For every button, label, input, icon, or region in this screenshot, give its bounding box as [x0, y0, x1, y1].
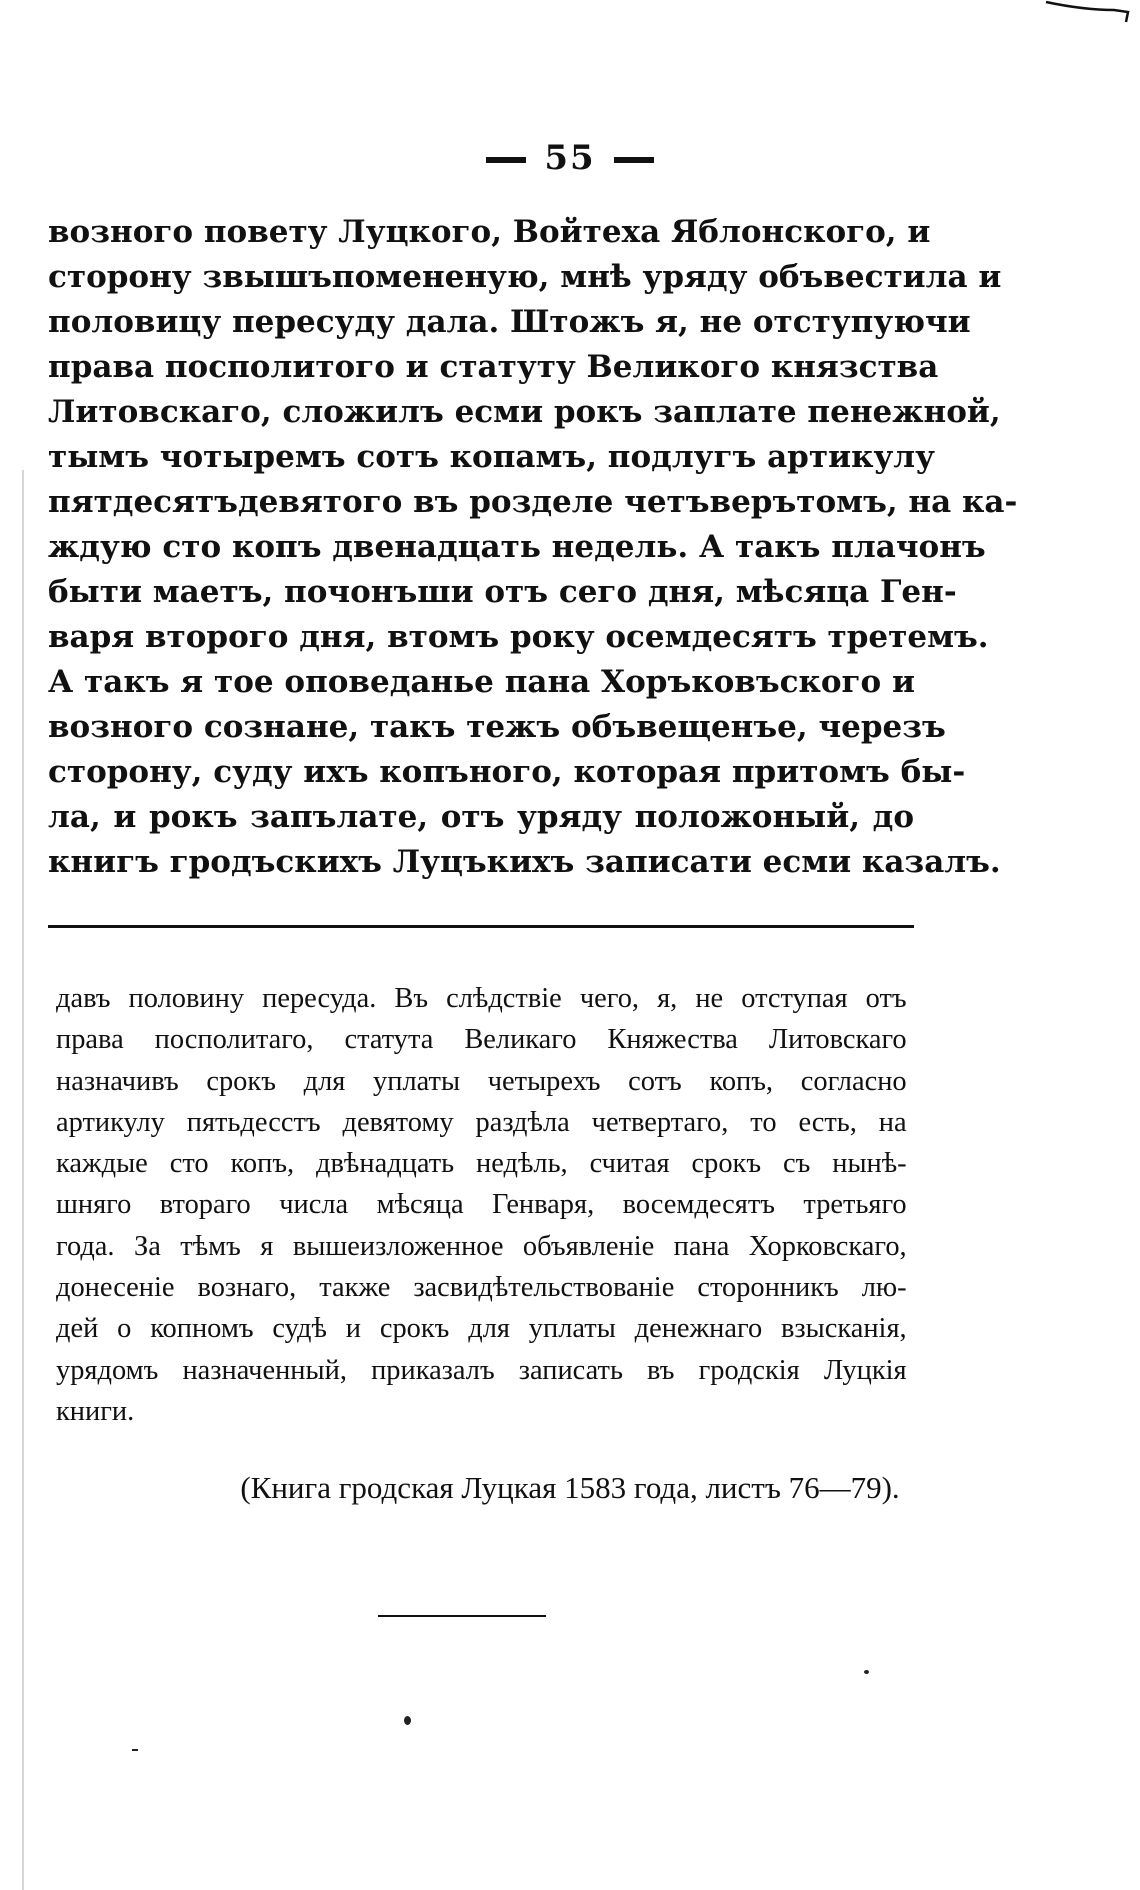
- original-text-block: [48, 210, 1018, 885]
- translation-line: шняго втораго числа мѣсяца Генваря, восемдесятъ третьяго: [56, 1188, 907, 1221]
- original-line: Литовскаго, сложилъ есми рокъ заплате пенежной,: [48, 394, 1001, 430]
- original-line: половицу пересуду дала. Штожъ я, не отступуючи: [48, 304, 971, 340]
- original-line: сторону звышъпомененую, мнѣ уряду объвестила и: [48, 259, 1002, 295]
- original-line: А такъ я тое оповеданье пана Хоръковъского и: [48, 664, 916, 700]
- original-line: права посполитого и статуту Великого князства: [48, 349, 939, 385]
- translation-line: права посполитаго, статута Великаго Княжества Литовскаго: [56, 1023, 907, 1056]
- ink-speck: [132, 1749, 138, 1751]
- page-number-dash-right: [614, 157, 654, 163]
- page-number-value: 55: [544, 138, 596, 178]
- original-line: ждую сто копъ двенадцать недель. А такъ плачонъ: [48, 529, 986, 565]
- source-citation: (Книга гродская Луцкая 1583 года, листъ 76—79).: [240, 1470, 900, 1505]
- corner-scan-mark: [1044, 0, 1134, 40]
- translation-line: каждые сто копъ, двѣнадцать недѣль, считая срокъ съ нынѣ-: [56, 1147, 907, 1180]
- original-line: варя второго дня, втомъ року осемдесятъ третемъ.: [48, 619, 989, 655]
- translation-line: донесеніе вознаго, также засвидѣтельствованіе сторонникъ лю-: [56, 1271, 907, 1304]
- translation-line: урядомъ назначенный, приказалъ записать въ гродскія Луцкія: [56, 1353, 907, 1386]
- original-line: возного повету Луцкого, Войтеха Яблонского, и: [48, 214, 931, 250]
- page-number: [0, 138, 1140, 178]
- original-line: возного сознане, такъ тежъ объвещенъе, черезъ: [48, 709, 946, 745]
- original-line: книгъ гродъскихъ Луцъкихъ записати есми казалъ.: [48, 844, 1001, 880]
- page-number-dash-left: [486, 157, 526, 163]
- scan-edge: [22, 470, 24, 1890]
- translation-line: года. За тѣмъ я вышеизложенное объявленіе пана Хорковскаго,: [56, 1229, 907, 1262]
- ink-speck: [404, 1716, 411, 1725]
- ink-speck: [864, 1670, 869, 1674]
- original-line: пятдесятъдевятого въ розделе четъверътомъ, на ка-: [48, 484, 1018, 520]
- original-line: ла, и рокъ запълате, отъ уряду положоный, до: [48, 799, 914, 835]
- end-divider: [378, 1615, 546, 1617]
- translation-line: книги.: [56, 1394, 135, 1427]
- section-divider: [48, 925, 914, 928]
- translation-line: дей о копномъ судѣ и срокъ для уплаты денежнаго взысканія,: [56, 1312, 907, 1345]
- original-line: сторону, суду ихъ копъного, которая притомъ бы-: [48, 754, 966, 790]
- translation-text-block: [56, 978, 907, 1432]
- translation-line: давъ половину пересуда. Въ слѣдствіе чего, я, не отступая отъ: [56, 982, 907, 1014]
- original-line: быти маетъ, почонъши отъ сего дня, мѣсяца Ген-: [48, 574, 957, 610]
- original-line: тымъ чотыремъ сотъ копамъ, подлугъ артикулу: [48, 439, 935, 475]
- translation-line: назначивъ срокъ для уплаты четырехъ сотъ копъ, согласно: [56, 1064, 907, 1097]
- translation-line: артикулу пятьдесстъ девятому раздѣла четвертаго, то есть, на: [56, 1105, 907, 1138]
